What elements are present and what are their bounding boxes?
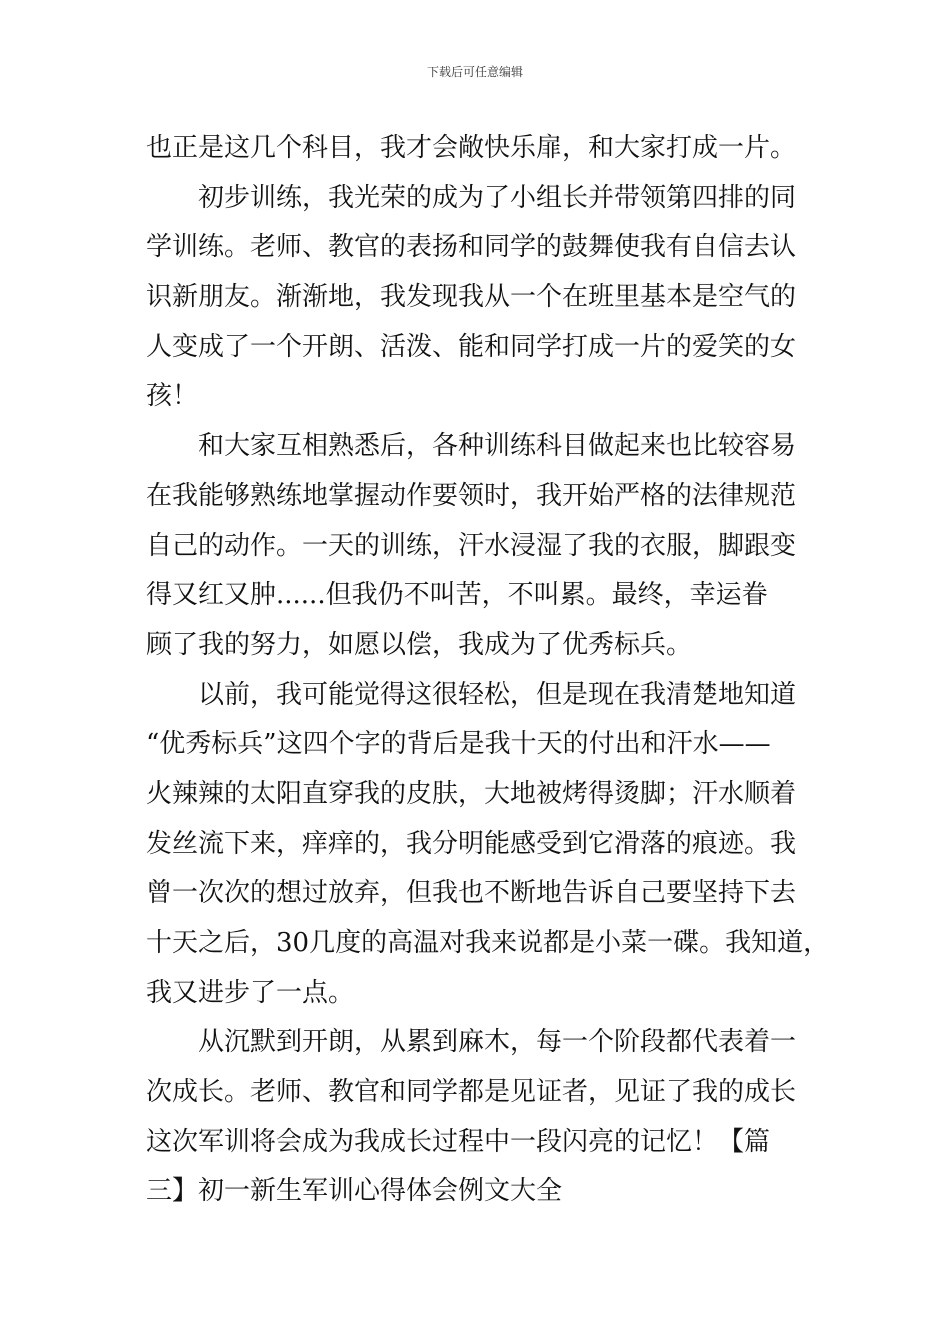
text-line: 在我能够熟练地掌握动作要领时，我开始严格的法律规范 xyxy=(146,480,797,511)
text-line: 人变成了一个开朗、活泼、能和同学打成一片的爱笑的女 xyxy=(146,331,797,362)
text-line: 顾了我的努力，如愿以偿，我成为了优秀标兵。 xyxy=(146,629,693,660)
paragraph-first-line: 从沉默到开朗，从累到麻木，每一个阶段都代表着一 xyxy=(198,1027,797,1058)
text-line: 十天之后，30几度的高温对我来说都是小菜一碟。我知道， xyxy=(146,928,830,958)
text-line: 三】初一新生军训心得体会例文大全 xyxy=(146,1176,563,1207)
text-line: “优秀标兵”这四个字的背后是我十天的付出和汗水—— xyxy=(146,729,771,760)
text-line: 火辣辣的太阳直穿我的皮肤，大地被烤得烫脚；汗水顺着 xyxy=(146,778,797,809)
paragraph-first-line: 和大家互相熟悉后，各种训练科目做起来也比较容易 xyxy=(198,431,797,462)
text-line: 这次军训将会成为我成长过程中一段闪亮的记忆！【篇 xyxy=(146,1126,771,1157)
text-line: 发丝流下来，痒痒的，我分明能感受到它滑落的痕迹。我 xyxy=(146,828,797,859)
text-line: 曾一次次的想过放弃，但我也不断地告诉自己要坚持下去 xyxy=(146,878,797,909)
document-body xyxy=(146,124,830,1217)
text-line: 得又红又肿......但我仍不叫苦，不叫累。最终，幸运眷 xyxy=(146,580,768,611)
page-header: 下载后可任意编辑 xyxy=(426,65,523,79)
text-line: 也正是这几个科目，我才会敞快乐扉，和大家打成一片。 xyxy=(146,133,797,163)
text-line: 识新朋友。渐渐地，我发现我从一个在班里基本是空气的 xyxy=(146,282,797,313)
text-line: 次成长。老师、教官和同学都是见证者，见证了我的成长 xyxy=(146,1077,797,1108)
paragraph-first-line: 以前，我可能觉得这很轻松，但是现在我清楚地知道 xyxy=(198,679,797,710)
text-line: 我又进步了一点。 xyxy=(146,977,355,1008)
paragraph-first-line: 初步训练，我光荣的成为了小组长并带领第四排的同 xyxy=(198,182,797,213)
text-line: 自己的动作。一天的训练，汗水浸湿了我的衣服，脚跟变 xyxy=(146,530,797,561)
text-line: 学训练。老师、教官的表扬和同学的鼓舞使我有自信去认 xyxy=(146,232,797,263)
text-line: 孩！ xyxy=(146,381,199,412)
